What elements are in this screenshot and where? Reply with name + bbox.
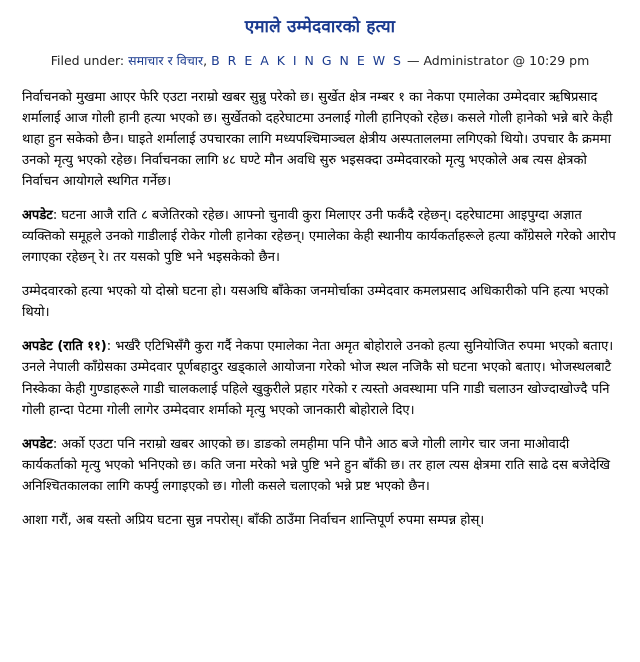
post-time: 10:29 pm — [529, 52, 590, 68]
meta-comma: , — [203, 52, 208, 68]
paragraph-6-text: आशा गरौं, अब यस्तो अप्रिय घटना सुन्न नपरोस्। बाँकी ठाउँमा निर्वाचन शान्तिपूर्ण रुपमा सम्पन्न होस्। — [22, 512, 485, 528]
paragraph-2 — [22, 205, 618, 268]
paragraph-2-lead: अपडेट — [22, 208, 53, 224]
page-title: एमाले उम्मेदवारको हत्या — [244, 17, 396, 37]
meta-dash: — — [406, 52, 420, 68]
paragraph-4-text: : भर्खरै एटिभिसँगै कुरा गर्दै नेकपा एमालेका नेता अमृत बोहोराले उनको हत्या सुनियोजित रुपमा भएको बताए। उनले नेपाली काँग्रेसका उम्मेदवार पूर्णबहादुर खड्काले आयोजना गरेको भोज स्थल नजिकै सो घटना भएको बताए। भोजस्थलबाटै निस्केका केही गुण्डाहरूले गाडी चालकलाई पहिले खुकुरीले प्रहार गरेको र त्यस्तो अवस्थामा पनि गाडी चलाउन खोज्दाखोज्दै पनि गोली हान्दा पेटमा गोली लागेर उम्मेदवार शर्माको मृत्यु भएको जानकारी बोहोराले दिए। — [22, 339, 614, 418]
paragraph-5-lead: अपडेट — [22, 436, 53, 452]
filed-under-label: Filed under: — [50, 52, 125, 68]
paragraph-3 — [22, 281, 618, 323]
category-link-breaking-news[interactable]: B R E A K I N G N E W S — [211, 52, 403, 68]
paragraph-4 — [22, 336, 618, 420]
paragraph-5 — [22, 434, 618, 497]
meta-at-symbol: @ — [512, 52, 526, 68]
post-body — [22, 87, 618, 531]
paragraph-6 — [22, 510, 618, 531]
paragraph-1-text: निर्वाचनको मुखमा आएर फेरि एउटा नराम्रो खबर सुन्नु परेको छ। सुर्खेत क्षेत्र नम्बर १ का नेकपा एमालेका उम्मेदवार ऋषिप्रसाद शर्मालाई आज गोली हानी हत्या भएको छ। सुर्खेतको दहरेघाटमा उनलाई गोली हानिएको रहेछ। कसले गोली हानेको भन्ने बारे केही थाहा हुन सकेको छैन। घाइते शर्मालाई उपचारका लागि मध्यपश्चिमाञ्चल क्षेत्रीय अस्पताललमा लगिएको थियो। उपचार कै क्रममा उनको मृत्यु भएको रहेछ। निर्वाचनका लागि ४८ घण्टे मौन अवधि सुरु भइसक्दा उम्मेदवारको मृत्यु भएकोले अब त्यस क्षेत्रको निर्वाचन आयोगले स्थगित गर्नेछ। — [22, 89, 613, 190]
paragraph-2-text: : घटना आजै राति ८ बजेतिरको रहेछ। आफ्नो चुनावी कुरा मिलाएर उनी फर्कंदै रहेछन्। दहरेघाटमा आइपुग्दा अज्ञात व्यक्तिको समूहले उनको गाडीलाई रोकेर गोली हानेका रहेछन्। एमालेका केही स्थानीय कार्यकर्ताहरूले हत्या काँग्रेसले गरेको आरोप लगाएका रहेछन् रे। तर यसको पुष्टि भने भइसकेको छैन। — [22, 208, 616, 266]
post-author: Administrator — [423, 52, 509, 68]
paragraph-3-text: उम्मेदवारको हत्या भएको यो दोस्रो घटना हो। यसअघि बाँकेका जनमोर्चाका उम्मेदवार कमलप्रसाद अधिकारीको पनि हत्या भएको थियो। — [22, 284, 609, 321]
paragraph-5-text: : अर्को एउटा पनि नराम्रो खबर आएको छ। डाङको लमहीमा पनि पौने आठ बजे गोली लागेर चार जना माओवादी कार्यकर्ताको मृत्यु भएको भनिएको छ। कति जना मरेको भन्ने पुष्टि भने हुन बाँकी छ। तर हाल त्यस क्षेत्रमा राति साढे दस बजेदेखि अनिश्चितकालका लागि कर्फ्यु लगाइएको छ। गोली कसले चलाएको भन्ने प्रष्ट भएको छैन। — [22, 436, 610, 494]
post-meta — [40, 51, 600, 71]
category-link-samachar[interactable]: समाचार र विचार — [128, 52, 204, 68]
paragraph-1 — [22, 87, 618, 192]
paragraph-4-lead: अपडेट (राति ११) — [22, 339, 107, 355]
